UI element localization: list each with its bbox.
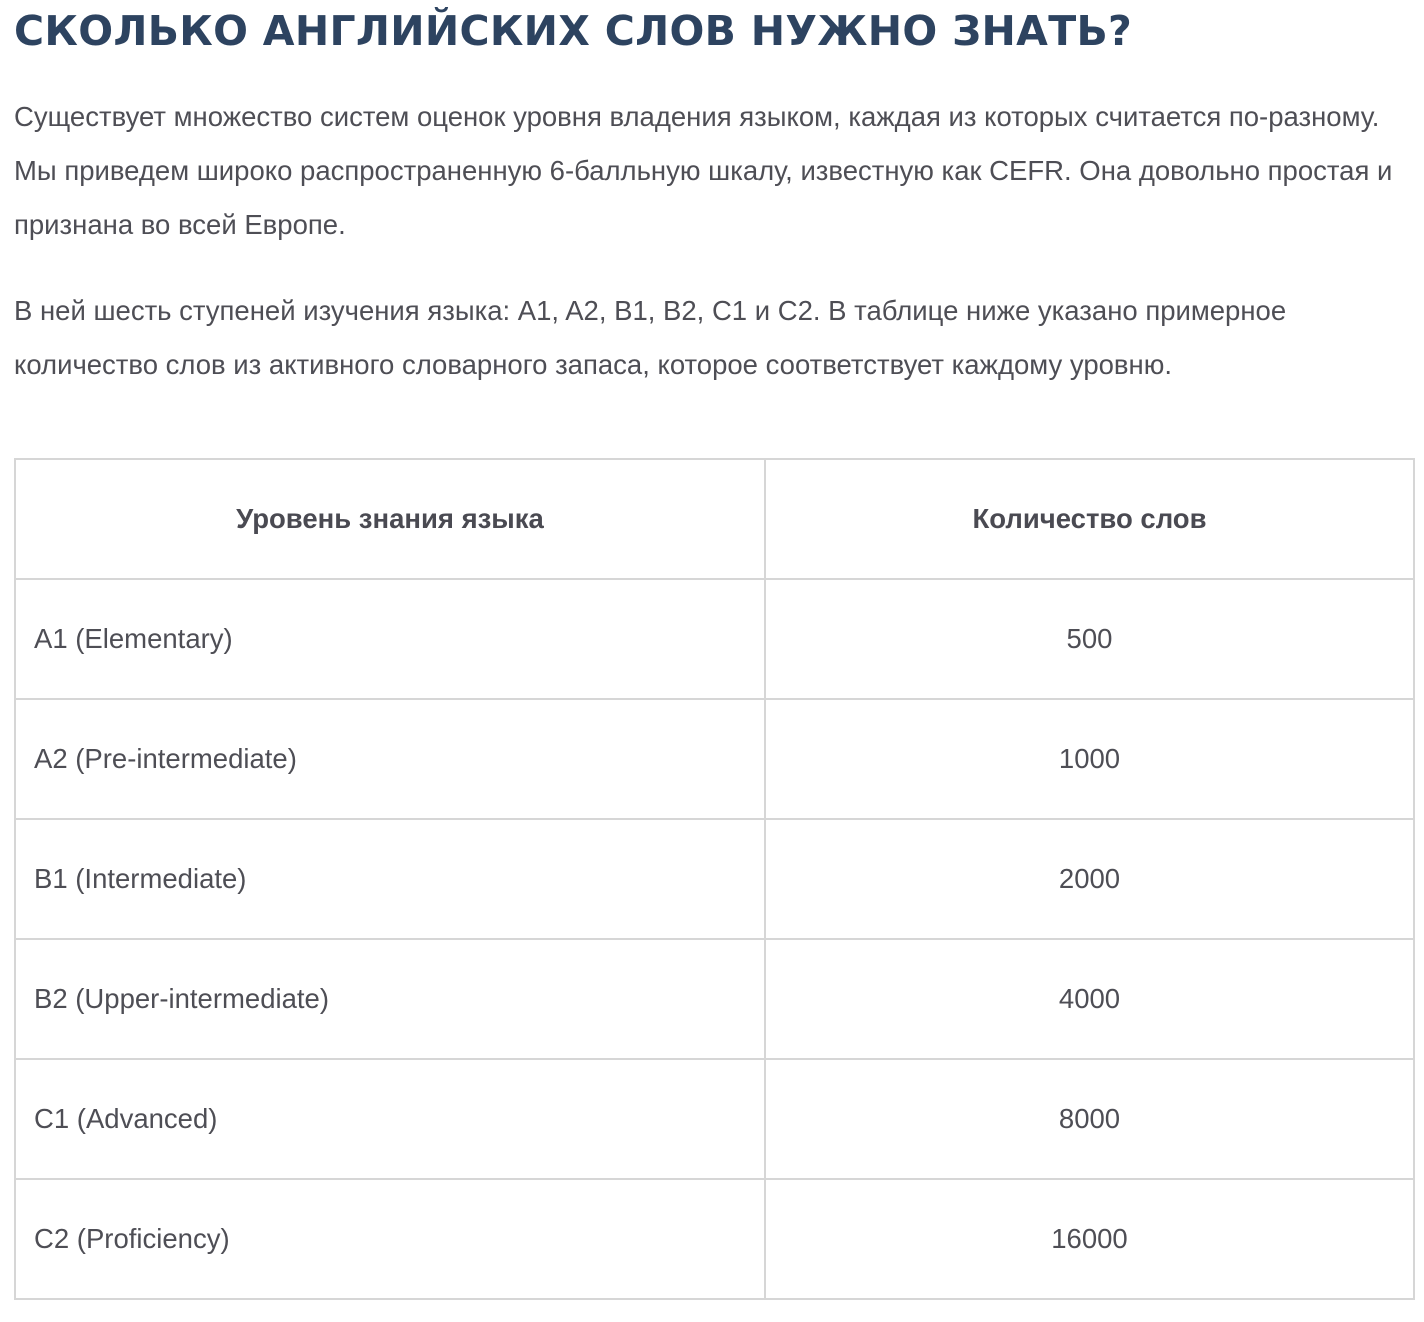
table-row: [15, 939, 1414, 1059]
level-cell: B2 (Upper-intermediate): [15, 939, 765, 1059]
word-count-cell: 8000: [765, 1059, 1414, 1179]
table-row: [15, 699, 1414, 819]
table-row: [15, 819, 1414, 939]
level-cell: A2 (Pre-intermediate): [15, 699, 765, 819]
article: [14, 0, 1414, 1254]
level-cell: B1 (Intermediate): [15, 819, 765, 939]
table-row: [15, 1059, 1414, 1179]
vocabulary-levels-table: [14, 458, 1415, 1300]
level-cell: A1 (Elementary): [15, 579, 765, 699]
levels-paragraph: В ней шесть ступеней изучения языка: A1, A2, B1, B2, C1 и C2. В таблице ниже указано примерное количество слов из активного словарного запаса, которое соответствует каждому уровню.: [14, 295, 1287, 380]
header-word-count: Количество слов: [765, 459, 1414, 579]
word-count-cell: 500: [765, 579, 1414, 699]
intro-paragraph: Существует множество систем оценок уровня владения языком, каждая из которых считается по-разному. Мы приведем широко распространенную 6-балльную шкалу, известную как CEFR. Она довольно простая и признана во всей Европе.: [14, 101, 1393, 240]
table-row: [15, 579, 1414, 699]
table-header-row: [15, 459, 1414, 579]
header-level: Уровень знания языка: [15, 459, 765, 579]
page-title: СКОЛЬКО АНГЛИЙСКИХ СЛОВ НУЖНО ЗНАТЬ?: [14, 7, 1133, 55]
table-row: [15, 1179, 1414, 1299]
level-cell: C2 (Proficiency): [15, 1179, 765, 1299]
level-cell: C1 (Advanced): [15, 1059, 765, 1179]
word-count-cell: 1000: [765, 699, 1414, 819]
word-count-cell: 16000: [765, 1179, 1414, 1299]
word-count-cell: 2000: [765, 819, 1414, 939]
word-count-cell: 4000: [765, 939, 1414, 1059]
